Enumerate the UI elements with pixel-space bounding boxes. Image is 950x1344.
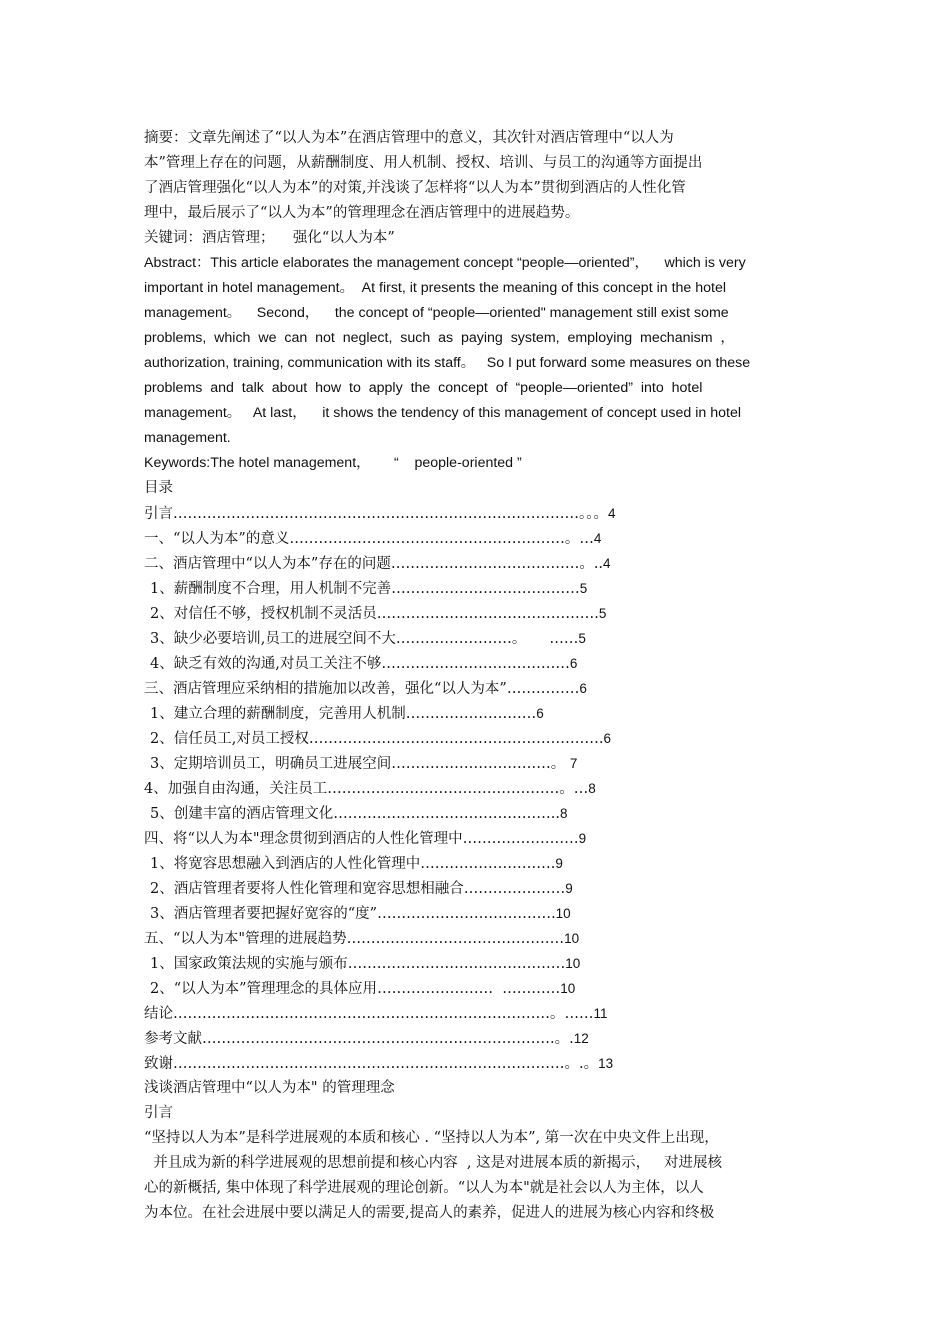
- abstract-en-line: management.: [144, 430, 231, 446]
- toc-entry-leader: ……………………。 ……: [395, 631, 579, 647]
- toc-entry[interactable]: [144, 676, 806, 701]
- toc-entry-text: 2、信任员工,对员工授权: [150, 731, 309, 747]
- abstract-cn-line: 了酒店管理强化“以人为本”的对策,并浅谈了怎样将“以人为本”贯彻到酒店的人性化管: [144, 180, 686, 196]
- toc-entry-page: 13: [598, 1056, 614, 1071]
- toc-entry-text: 3、酒店管理者要把握好宽容的“度”: [150, 906, 378, 922]
- toc-entry-text: 1、建立合理的薪酬制度，完善用人机制: [150, 706, 406, 722]
- toc-entry-leader: ……………………………….: [377, 906, 556, 922]
- toc-entry-text: 三、酒店管理应采纳相的措施加以改善，强化“以人为本”: [144, 681, 507, 697]
- toc-entry[interactable]: [144, 876, 806, 901]
- toc-entry-text: 四、将“以人为本"理念贯彻到酒店的人性化管理中: [144, 831, 463, 847]
- toc-entry-leader: …………………………………………………。…: [289, 531, 594, 547]
- toc-entry-text: 五、“以人为本"管理的进展趋势: [144, 931, 347, 947]
- keywords-en: Keywords:The hotel management， “ people-oriented ”: [144, 455, 522, 471]
- toc-entry-text: 1、薪酬制度不合理，用人机制不完善: [150, 581, 392, 597]
- toc-entry-text: 致谢: [144, 1056, 173, 1072]
- toc-entry-page: 10: [555, 906, 571, 921]
- toc-entry[interactable]: [144, 1051, 806, 1076]
- toc-entry-page: 7: [569, 756, 578, 771]
- abstract-cn-line: 摘要：文章先阐述了“以人为本”在酒店管理中的意义，其次针对酒店管理中“以人为: [144, 130, 674, 146]
- toc-entry-leader: …………………………………………………….: [308, 731, 604, 747]
- toc-entry-leader: ……………………………。: [391, 756, 570, 772]
- toc-entry-text: 结论: [144, 1006, 173, 1022]
- toc-entry-page: 8: [588, 781, 596, 796]
- toc-entry-leader: ………………………………………: [346, 931, 565, 947]
- toc-entry-leader: ………………………: [405, 706, 537, 722]
- toc-entry-leader: ……………………….: [420, 856, 556, 872]
- abstract-cn-label: 摘要：: [144, 130, 188, 146]
- toc-entry-page: 6: [536, 706, 544, 721]
- abstract-cn: [144, 126, 806, 226]
- table-of-contents: [144, 501, 806, 1076]
- toc-entry-page: 10: [560, 981, 576, 996]
- toc-entry-leader: ………………………………………………………………………。.。: [173, 1056, 599, 1072]
- abstract-en-line: problems and talk about how to apply the concept of “people—oriented” into hotel: [144, 380, 703, 396]
- abstract-en-line: management。 Second， the concept of “people—oriented" management still exist some: [144, 305, 729, 321]
- toc-entry-page: 12: [573, 1031, 589, 1046]
- toc-entry-leader: ………………………………………..: [333, 806, 560, 822]
- toc-entry[interactable]: [144, 901, 806, 926]
- toc-title: 目录: [144, 480, 173, 496]
- toc-entry[interactable]: [144, 751, 806, 776]
- intro-line: “坚持以人为本”是科学进展观的本质和核心 . “坚持以人为本”, 第一次在中央文件上出现，: [144, 1130, 719, 1146]
- intro-line: 并且成为新的科学进展观的思想前提和核心内容 , 这是对进展本质的新揭示， 对进展核: [144, 1155, 722, 1171]
- toc-entry-page: 9: [565, 881, 573, 896]
- abstract-en: [144, 251, 806, 451]
- toc-entry-page: 6: [603, 731, 611, 746]
- toc-entry-leader: …………………: [463, 881, 566, 897]
- toc-entry-text: 二、酒店管理中“以人为本”存在的问题: [144, 556, 391, 572]
- article-title: 浅谈酒店管理中“以人为本" 的管理理念: [144, 1080, 395, 1096]
- toc-entry-leader: ……………………: [462, 831, 579, 847]
- toc-entry-text: 4、加强自由沟通，关注员工: [144, 781, 328, 797]
- toc-entry[interactable]: [144, 851, 806, 876]
- abstract-en-line: management。 At last， it shows the tendency of this management of concept used in hotel: [144, 405, 741, 421]
- toc-entry-leader: …………………………………………………………………………。。。: [173, 506, 608, 522]
- toc-entry-leader: …………………………………。..: [390, 556, 604, 572]
- abstract-cn-line: 理中，最后展示了“以人为本”的管理理念在酒店管理中的进展趋势。: [144, 205, 580, 221]
- abstract-en-line: problems, which we can not neglect, such as paying system, employing mechanism ，: [144, 330, 735, 346]
- toc-entry-leader: ……………………………………………………………….。.: [202, 1031, 574, 1047]
- intro-line: 心的新概括, 集中体现了科学进展观的理论创新。“以人为本"就是社会以人为主体，以人: [144, 1180, 704, 1196]
- toc-entry-page: 5: [598, 606, 607, 621]
- toc-entry-page: 9: [555, 856, 563, 871]
- toc-entry-page: 5: [578, 631, 586, 646]
- toc-entry-text: 参考文献: [144, 1031, 202, 1047]
- toc-entry-page: 4: [593, 531, 602, 546]
- toc-entry[interactable]: [144, 526, 806, 551]
- abstract-en-line: authorization, training, communication with its staff。 So I put forward some measures on these: [144, 355, 751, 371]
- toc-entry-page: 10: [564, 931, 580, 946]
- abstract-en-line: important in hotel management。 At first, it presents the meaning of this concept in the hotel: [144, 280, 726, 296]
- toc-entry-page: 4: [603, 556, 611, 571]
- toc-entry-leader: ……………………………………………………………………。……: [173, 1006, 594, 1022]
- toc-entry[interactable]: [144, 976, 806, 1001]
- toc-entry-page: 11: [593, 1006, 608, 1021]
- document-content: [144, 126, 806, 1226]
- toc-entry-leader: …………………………………: [391, 581, 580, 597]
- toc-entry[interactable]: [144, 601, 806, 626]
- intro-paragraph: [144, 1126, 806, 1226]
- toc-entry-leader: ……………: [506, 681, 580, 697]
- toc-entry[interactable]: [144, 726, 806, 751]
- toc-entry-text: 2、“以人为本”管理理念的具体应用: [150, 981, 378, 997]
- toc-entry-text: 5、创建丰富的酒店管理文化: [150, 806, 334, 822]
- toc-entry[interactable]: [144, 701, 806, 726]
- toc-entry-page: 9: [578, 831, 587, 846]
- toc-entry[interactable]: [144, 501, 806, 526]
- toc-entry[interactable]: [144, 1001, 806, 1026]
- toc-entry-leader: …………………………………: [381, 656, 570, 672]
- toc-entry-text: 2、酒店管理者要将人性化管理和宽容思想相融合: [150, 881, 464, 897]
- toc-entry[interactable]: [144, 626, 806, 651]
- toc-entry[interactable]: [144, 776, 806, 801]
- toc-entry-page: 10: [565, 956, 581, 971]
- toc-entry-page: 6: [569, 656, 578, 671]
- abstract-cn-line: 本”管理上存在的问题，从薪酬制度、用人机制、授权、培训、与员工的沟通等方面提出: [144, 155, 703, 171]
- toc-entry[interactable]: [144, 826, 806, 851]
- intro-line: 为本位。在社会进展中要以满足人的需要,提高人的素养，促进人的进展为核心内容和终极: [144, 1205, 715, 1221]
- toc-entry-page: 6: [579, 681, 587, 696]
- toc-entry[interactable]: [144, 576, 806, 601]
- toc-entry[interactable]: [144, 551, 806, 576]
- toc-entry[interactable]: [144, 951, 806, 976]
- toc-entry-leader: ……………………………………….: [376, 606, 599, 622]
- toc-entry-text: 一、“以人为本”的意义: [144, 531, 290, 547]
- toc-entry-text: 3、缺少必要培训,员工的进展空间不大: [150, 631, 396, 647]
- toc-entry-page: 5: [579, 581, 588, 596]
- section-heading-intro: 引言: [144, 1105, 173, 1121]
- toc-entry-text: 1、国家政策法规的实施与颁布: [150, 956, 348, 972]
- toc-entry-text: 2、对信任不够，授权机制不灵活员: [150, 606, 377, 622]
- toc-entry[interactable]: [144, 801, 806, 826]
- toc-entry-leader: ………………………………………: [347, 956, 566, 972]
- toc-entry-page: 8: [559, 806, 568, 821]
- toc-entry-text: 1、将宽容思想融入到酒店的人性化管理中: [150, 856, 421, 872]
- toc-entry[interactable]: [144, 926, 806, 951]
- toc-entry[interactable]: [144, 1026, 806, 1051]
- abstract-en-line: Abstract：This article elaborates the management concept “people—oriented”， which is very: [144, 255, 746, 271]
- toc-entry-leader: …………………… …………: [377, 981, 561, 997]
- toc-entry-text: 引言: [144, 506, 173, 522]
- toc-entry-text: 3、定期培训员工，明确员工进展空间: [150, 756, 392, 772]
- toc-entry-text: 4、缺乏有效的沟通,对员工关注不够: [150, 656, 382, 672]
- toc-entry-leader: …………………………………………。…: [327, 781, 589, 797]
- toc-entry-page: 4: [608, 506, 616, 521]
- keywords-cn: 关键词：酒店管理； 强化“以人为本”: [144, 230, 395, 246]
- toc-entry[interactable]: [144, 651, 806, 676]
